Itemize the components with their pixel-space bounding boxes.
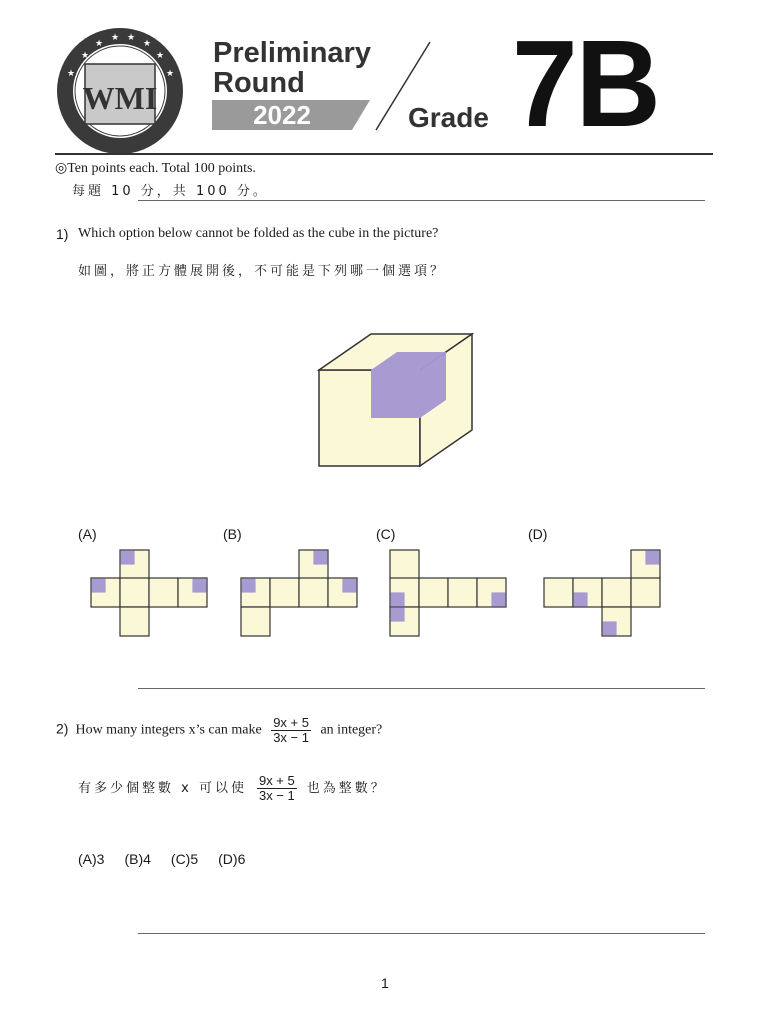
title-round: Round [213, 67, 305, 99]
grade-value: 7B [512, 14, 659, 154]
q2-text-zh-before: 有多少個整數 x 可以使 [78, 781, 247, 797]
instructions-en: ◎Ten points each. Total 100 points. [55, 161, 256, 176]
q2-choice-d[interactable]: (D)6 [218, 851, 246, 867]
q2-fraction-zh [257, 774, 297, 803]
q2-fraction-numerator: 9x + 5 [273, 715, 309, 730]
year-text: 2022 [253, 100, 311, 130]
option-c-label[interactable]: (C) [376, 526, 396, 542]
q2-text-en-after: an integer? [320, 722, 383, 738]
grade-label: Grade [408, 102, 489, 133]
q2-choice-a[interactable]: (A)3 [78, 851, 105, 867]
q2-choice-b[interactable]: (B)4 [124, 851, 151, 867]
svg-text:★: ★ [111, 33, 120, 43]
header-rule [55, 153, 713, 155]
option-a-label[interactable]: (A) [78, 526, 97, 542]
q2-line-en [56, 716, 382, 745]
q2-text-zh-after: 也為整數？ [306, 781, 387, 797]
rule-3 [138, 933, 705, 934]
year-badge-wedge [346, 100, 370, 130]
q2-choices [78, 851, 261, 869]
svg-text:★: ★ [143, 39, 152, 49]
net-option-b[interactable] [238, 548, 363, 638]
option-d-label[interactable]: (D) [528, 526, 548, 542]
q2-fraction-zh-numerator: 9x + 5 [258, 773, 295, 788]
q2-fraction-denominator: 3x − 1 [273, 730, 309, 745]
rule-1 [138, 200, 705, 201]
svg-text:★: ★ [81, 51, 90, 61]
q2-choice-c[interactable]: (C)5 [170, 851, 199, 867]
net-option-c[interactable] [387, 548, 512, 638]
year-badge [212, 100, 352, 130]
svg-text:★: ★ [166, 69, 175, 79]
q1-text-zh: 如圖，將正方體展開後，不可能是下列哪一個選項？ [78, 264, 447, 279]
q1-number: 1) [56, 226, 69, 242]
q1-text-en: Which option below cannot be folded as the cube in the picture? [78, 226, 439, 241]
svg-text:★: ★ [67, 69, 76, 79]
instructions-zh: 每題 10 分，共 100 分。 [72, 184, 269, 199]
page-number: 1 [381, 975, 389, 991]
svg-text:★: ★ [156, 51, 165, 61]
q2-fraction [271, 716, 311, 745]
q2-fraction-zh-denominator: 3x − 1 [258, 788, 295, 803]
rule-2 [138, 688, 705, 689]
wmi-logo [55, 26, 185, 156]
option-b-label[interactable]: (B) [223, 526, 242, 542]
q2-line-zh [78, 774, 387, 803]
svg-text:★: ★ [127, 33, 136, 43]
net-option-a[interactable] [88, 548, 213, 638]
title-preliminary: Preliminary [213, 37, 371, 69]
net-option-d[interactable] [541, 548, 666, 638]
q2-text-en-before: How many integers x’s can make [75, 722, 262, 738]
cube-figure [315, 330, 477, 470]
svg-text:★: ★ [95, 39, 104, 49]
svg-text:WMI: WMI [82, 80, 158, 116]
q2-number: 2) [56, 720, 69, 737]
